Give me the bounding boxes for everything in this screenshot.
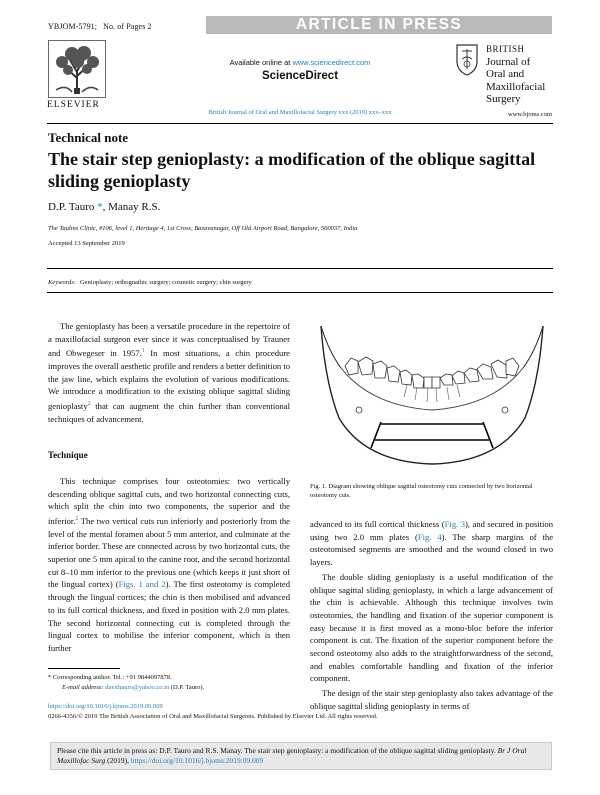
osteotomy-cuts xyxy=(371,422,493,448)
technique-column xyxy=(48,475,290,655)
lower-teeth xyxy=(345,357,519,388)
ref-2-link[interactable]: 2 xyxy=(87,401,91,408)
cite-journal: Br J Oral Maxillofac Surg xyxy=(57,746,527,765)
keywords-label: Keywords: xyxy=(48,279,76,286)
bjoms-line-3: Oral and xyxy=(486,68,525,80)
cite-this-article-box xyxy=(50,742,552,770)
footnote-divider xyxy=(48,668,120,669)
keywords-list: Genioplasty; orthognathic surgery; cosmetic surgery; chin surgery xyxy=(79,279,252,286)
bjoms-line-4: Maxillofacial xyxy=(486,80,546,93)
intro-paragraph xyxy=(48,320,290,425)
figure-1-mandible-diagram xyxy=(311,322,553,467)
keywords xyxy=(48,279,252,286)
section-heading: Technique xyxy=(48,450,88,460)
available-online-label: Available online at xyxy=(229,58,291,67)
tech-text-b: The two vertical cuts run inferiorly and posteriorly from the level of the mental foramen about 5 mm anterior, and culminate at the inferior border. These are connected across by two horizontal cuts, the superior one 5 mm apical to the canine root, and the second horizontal cut 8–10 mm inferior to the previous one (which keeps it just short of the lingual cortex) ( xyxy=(48,515,290,590)
intro-text-a: The genioplasty has been a versatile procedure in the repertoire of a maxillofacial surgeon ever since it was conceptualised by Trauner and Obwegeser in 1957. xyxy=(48,321,290,359)
right-paragraph-2: The double sliding genioplasty is a useful modification of the oblique sagittal sliding genioplasty, in which a large advancement of the chin is achievable. Although this technique involves twin osteotomies, the handling and fixation of the superior component is easy because it is first moved as a mono-bloc before the inferior component is cut. The fixation of the superior component before the second osteotomy also adds to the straightforwardness of the second, and enables comfortable handling and fixation of the inferior component. xyxy=(310,571,553,684)
vertical-cut-right xyxy=(483,422,493,448)
tech-text-c: ). The first osteotomy is completed through the lingual cortices; the chin is then mobilised and advanced to its full cortical thickness, and fixed in position with 2.0 mm plates. The second horizontal connecting cut is completed through the lingual cortex to mobilise the inferior component, which is then further xyxy=(48,579,290,653)
right-text-c: ). The sharp margins of the osteotomised segments are smoothed and the wound closed in two layers. xyxy=(310,531,554,568)
author-separator: , xyxy=(102,201,106,213)
email-suffix: (D.P. Tauro). xyxy=(170,684,205,691)
article-title: The stair step genioplasty: a modification of the oblique sagittal sliding genioplasty xyxy=(48,149,536,191)
elsevier-wordmark: ELSEVIER xyxy=(47,100,100,110)
email-link[interactable]: davidtauro@yahoo.co.in xyxy=(105,684,170,691)
bjoms-line-2: Journal of xyxy=(486,55,531,68)
intro-text-c: that can augment the chin further than conventional techniques of advancement. xyxy=(48,400,290,424)
elsevier-tree-logo xyxy=(48,40,106,98)
mandible-outline xyxy=(321,326,543,464)
email-label: E-mail address: xyxy=(62,684,104,691)
author-manay[interactable]: Manay R.S. xyxy=(108,201,161,213)
right-text-a: advanced to its full cortical thickness ( xyxy=(310,519,445,529)
article-in-press-banner: ARTICLE IN PRESS xyxy=(206,16,552,34)
affiliation: The Taulins Clinic, #106, level 1, Heritage 4, 1st Cross, Basavanagar, Off Old Airport Road, Bangalore, 560037, India xyxy=(48,225,358,232)
fig-3-link[interactable]: Fig. 3 xyxy=(444,519,466,529)
cite-prefix: Please cite this article in press as: D.P. Tauro and R.S. Manay. The stair step genioplasty: a modification of the oblique sagittal sliding genioplasty. xyxy=(57,746,496,755)
mental-foramen-left xyxy=(356,407,362,413)
copyright-notice: 0266-4356/© 2019 The British Association of Oral and Maxillofacial Surgeons. Published by Elsevier Ltd. All rights reserved. xyxy=(48,713,378,720)
figure-1-caption: Fig. 1. Diagram showing oblique sagittal osteotomy cuts connected by two horizontal osteotomy cuts. xyxy=(310,483,533,499)
journal-url-link[interactable]: www.bjoms.com xyxy=(508,111,552,118)
journal-reference[interactable]: British Journal of Oral and Maxillofacial Surgery xxx (2019) xxx–xxx xyxy=(208,109,392,116)
cite-year: (2019), xyxy=(107,756,130,765)
header-divider xyxy=(47,123,553,124)
bjoms-logo-text xyxy=(486,43,586,106)
technique-paragraph xyxy=(48,475,290,655)
bjoms-crest-icon xyxy=(454,43,480,77)
bjoms-line-1: BRITISH xyxy=(486,44,525,54)
figs-1-2-link[interactable]: Figs. 1 and 2 xyxy=(118,579,166,590)
manuscript-info xyxy=(48,22,152,31)
corresponding-author-note: * Corresponding author. Tel.: +91 9844097878. xyxy=(48,674,172,681)
article-code: YBJOM-5791; xyxy=(48,22,98,31)
mental-foramen-right xyxy=(502,407,508,413)
sciencedirect-link[interactable]: www.sciencedirect.com xyxy=(292,58,371,67)
author-tauro[interactable]: D.P. Tauro xyxy=(48,201,95,213)
article-type: Technical note xyxy=(48,130,129,145)
ref-1-link[interactable]: 1 xyxy=(141,348,145,355)
right-column xyxy=(310,518,553,713)
vertical-cut-left xyxy=(371,422,381,448)
ref-2b-link[interactable]: 2 xyxy=(75,516,79,523)
right-text-b: ), and secured in position using two 2.0 mm plates ( xyxy=(310,519,553,542)
sciencedirect-wordmark: ScienceDirect xyxy=(261,70,339,82)
doi-link[interactable]: https://doi.org/10.1016/j.bjoms.2019.09.009 xyxy=(48,703,163,710)
cite-doi-link[interactable]: https://doi.org/10.1016/j.bjoms.2019.09.009 xyxy=(130,756,264,765)
right-paragraph-1 xyxy=(310,518,553,569)
right-paragraph-3: The design of the stair step genioplasty also takes advantage of the oblique sagittal sliding genioplasty in terms of xyxy=(310,688,553,711)
keywords-divider-bottom xyxy=(47,292,553,293)
intro-text-b: In most situations, a chin procedure improves the overall aesthetic profile and renders a better definition to the jaw line, which explains the evolution of various modifications. We introduce a modification to the existing oblique sagittal sliding genioplasty xyxy=(48,348,290,411)
intro-column xyxy=(48,320,290,425)
page-count: No. of Pages 2 xyxy=(103,22,152,31)
keywords-divider-top xyxy=(47,268,553,269)
corresponding-author-mark[interactable]: * xyxy=(97,201,103,213)
fig-4-link[interactable]: Fig. 4 xyxy=(417,531,442,542)
email-note xyxy=(62,684,204,691)
accepted-date: Accepted 13 September 2019 xyxy=(48,240,125,247)
bjoms-line-5: Surgery xyxy=(486,93,521,105)
author-list xyxy=(48,201,160,213)
tech-text-a: This technique comprises four osteotomies: two vertically descending oblique sagittal cuts, and two horizontal connecting cuts, which split the chin into two components, the superior and the inferior. xyxy=(48,476,290,526)
